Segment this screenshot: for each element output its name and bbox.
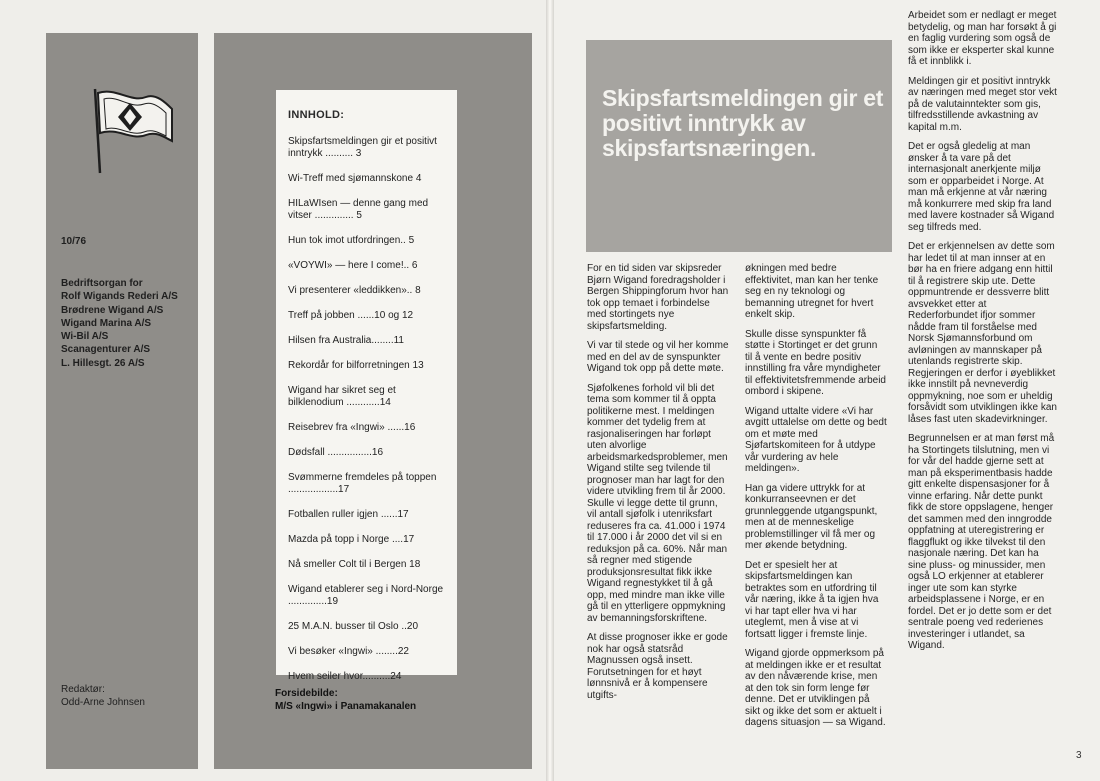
flag-logo-icon: [86, 83, 178, 175]
publisher-line: Scanagenturer A/S: [61, 344, 151, 356]
toc-item[interactable]: Hilsen fra Australia........11: [288, 335, 404, 346]
paragraph: Han ga videre uttrykk for at konkurranseevnen er det grunnleggende utgangspunkt, men at de menneskelige problemstillinger vil få mer og mer økende betydning.: [745, 482, 878, 551]
publisher-line: L. Hillesgt. 26 A/S: [61, 357, 145, 369]
publisher-line: Rolf Wigands Rederi A/S: [61, 291, 178, 303]
toc-heading: INNHOLD:: [288, 109, 345, 121]
publisher-line: Wigand Marina A/S: [61, 317, 152, 329]
cover-text: M/S «Ingwi» i Panamakanalen: [275, 701, 417, 712]
toc-item[interactable]: Reisebrev fra «Ingwi» ......16: [288, 422, 416, 433]
toc-item[interactable]: Skipsfartsmeldingen gir et positivt inntrykk .......... 3: [288, 136, 437, 159]
publisher-line: Brødrene Wigand A/S: [61, 304, 164, 316]
page-gutter: [546, 0, 554, 781]
paragraph: Det er også gledelig at man ønsker å ta vare på det internasjonalt anerkjente miljø som er opparbeidet i Norge. At man må erkjenne at vår næring må konkurrere med skip fra land med lavere kostnader så Wigand seg tilfreds med.: [908, 141, 1055, 233]
article-column-2: [745, 263, 887, 737]
toc-item[interactable]: Wigand etablerer seg i Nord-Norge ..............19: [288, 584, 444, 607]
article-headline: Skipsfartsmeldingen gir et positivt inntrykk av skipsfartsnæringen.: [602, 85, 884, 161]
page-number: 3: [1076, 750, 1082, 761]
toc-item[interactable]: Treff på jobben ......10 og 12: [288, 310, 414, 321]
toc-item[interactable]: Vi besøker «Ingwi» ........22: [288, 646, 409, 657]
paragraph: økningen med bedre effektivitet, man kan her tenke seg en ny teknologi og bemanning utregnet for hvert enkelt skip.: [745, 263, 879, 320]
paragraph: Wigand gjorde oppmerksom på at meldingen ikke er et resultat av den nåværende krise, men at den tok sin form lenge før denne. Det er utviklingen på sikt og ikke det som er aktuelt i dagens situasjon — sa Wigand.: [745, 648, 886, 728]
publisher-list: [61, 277, 178, 370]
article-column-3: [908, 10, 1058, 660]
paragraph: Begrunnelsen er at man først må ha Stortingets tilslutning, men vi for vår del hadde gjerne sett at man på eksperimentbasis hadde gitt enkelte dispensasjoner for å vinne erfaring. Når dette punkt fikk de store oppslagene, henger det sammen med den inngrodde oppfatning at uteregistrering er flaggflukt og ikke tilvekst til den nasjonale næring. Det kan ha sine pluss- og minussider, men også LO erkjenner at etablerer inger ute som kan styrke arbeidsplassene i Norge, er en fordel. Det er jo dette som er det sentrale poeng ved rederienes investeringer i utlandet, sa Wigand.: [908, 433, 1055, 651]
toc-item[interactable]: Vi presenterer «leddikken».. 8: [288, 285, 421, 296]
editor-credit: [61, 683, 145, 709]
paragraph: Det er spesielt her at skipsfartsmeldingen kan betraktes som en utfordring til vår næring, ikke å ta igjen hva vi har tapt eller hva vi har uteglemt, men å vise at vi fortsatt ligger i fremste linje.: [745, 559, 879, 640]
publisher-line: Wi-Bil A/S: [61, 331, 109, 343]
toc-item[interactable]: Wi-Treff med sjømannskone 4: [288, 173, 422, 184]
toc-item[interactable]: Hvem seiler hvor..........24: [288, 671, 402, 682]
paragraph: At disse prognoser ikke er gode nok har også statsråd Magnussen også insett. Forutsetningen for et høyt lønnsnivå er å kompensere utgifts-: [587, 632, 728, 701]
toc-item[interactable]: «VOYWI» — here I come!.. 6: [288, 260, 418, 271]
editor-name: Odd-Arne Johnsen: [61, 697, 145, 708]
toc-list: [288, 136, 450, 696]
paragraph: Sjøfolkenes forhold vil bli det tema som kommer til å oppta politikerne mest. I meldingen kommer det tydelig frem at rasjonaliseringen har forløpt uten alvorlige arbeidsmarkedsproblemer, men Wigand stilte seg tvilende til prognoser man har lagt for den videre utvikling frem til år 2000. Skulle vi legge dette til grunn, vil antall sjøfolk i utenriksfart reduseres fra ca. 41.000 i 1974 til 17.000 i år 2000 det vil si en reduksjon på ca. 60%. Når man så regner med stigende produksjonsresultat fikk ikke Wigand regnestykket til å gå opp, med mindre man ikke ville gå til en ytterligere oppmykning av bemanningsforskriftene.: [587, 382, 728, 624]
paragraph: Wigand uttalte videre «Vi har avgitt uttalelse om dette og bedt om et møte med Sjøfartskomiteen for å utdype vår vurdering av hele meldingen».: [745, 405, 887, 474]
toc-item[interactable]: Nå smeller Colt til i Bergen 18: [288, 559, 421, 570]
paragraph: Arbeidet som er nedlagt er meget betydelig, og man har forsøkt å gi en faglig vurdering som også de som ikke er eksperter skal kunne få et innblikk i.: [908, 10, 1057, 67]
cover-caption: [275, 687, 416, 713]
toc-item[interactable]: HILaWIsen — denne gang med vitser .............. 5: [288, 198, 429, 221]
paragraph: For en tid siden var skipsreder Bjørn Wigand foredragsholder i Bergen Shippingforum hvor han tok opp temaet i forbindelse med stortingets nye skipsfartsmelding.: [587, 263, 729, 332]
publisher-line: Bedriftsorgan for: [61, 278, 143, 289]
toc-item[interactable]: Hun tok imot utfordringen.. 5: [288, 235, 415, 246]
issue-number: 10/76: [61, 236, 87, 247]
headline-banner: [586, 40, 892, 252]
toc-item[interactable]: Fotballen ruller igjen ......17: [288, 509, 409, 520]
paragraph: Meldingen gir et positivt inntrykk av næringen med meget stor vekt på de valutainntekter som gis, tilfredsstillende avkastning av kapital m.m.: [908, 75, 1057, 133]
article-column-1: [587, 263, 729, 709]
toc-item[interactable]: Wigand har sikret seg et bilklenodium ............14: [288, 385, 396, 408]
toc-item[interactable]: Dødsfall ................16: [288, 447, 384, 458]
toc-item[interactable]: Svømmerne fremdeles på toppen ..................17: [288, 472, 437, 495]
table-of-contents: [276, 90, 457, 682]
paragraph: Det er erkjennelsen av dette som har ledet til at man innser at en bør ha en friere adgang enn hittil til å registrere skip ute. Dette oppmuntrende er dessverre blitt avsvekket etter at Rederforbundet ifjor sommer nådde fram til forståelse med Norsk Sjømannsforbund om avløningen av mannskaper på utenlands registrerte skip. Regjeringen er derfor i øyeblikket ikke innstilt på nevneverdig oppmykning, noe som er uheldig forsåvidt som utviklingen ikke kan låses fast uten skadevirkninger.: [908, 241, 1057, 425]
toc-item[interactable]: 25 M.A.N. busser til Oslo ..20: [288, 621, 419, 632]
paragraph: Vi var til stede og vil her komme med en del av de synspunkter Wigand tok opp på dette møte.: [587, 340, 729, 374]
toc-item[interactable]: Mazda på topp i Norge ....17: [288, 534, 415, 545]
paragraph: Skulle disse synspunkter få støtte i Stortinget er det grunn til å vente en bedre positiv innstilling fra våre myndigheter til effektivitetsfremmende arbeid ombord i skipene.: [745, 328, 886, 397]
cover-label: Forsidebilde:: [275, 688, 338, 699]
editor-label: Redaktør:: [61, 684, 105, 695]
toc-item[interactable]: Rekordår for bilforretningen 13: [288, 360, 424, 371]
